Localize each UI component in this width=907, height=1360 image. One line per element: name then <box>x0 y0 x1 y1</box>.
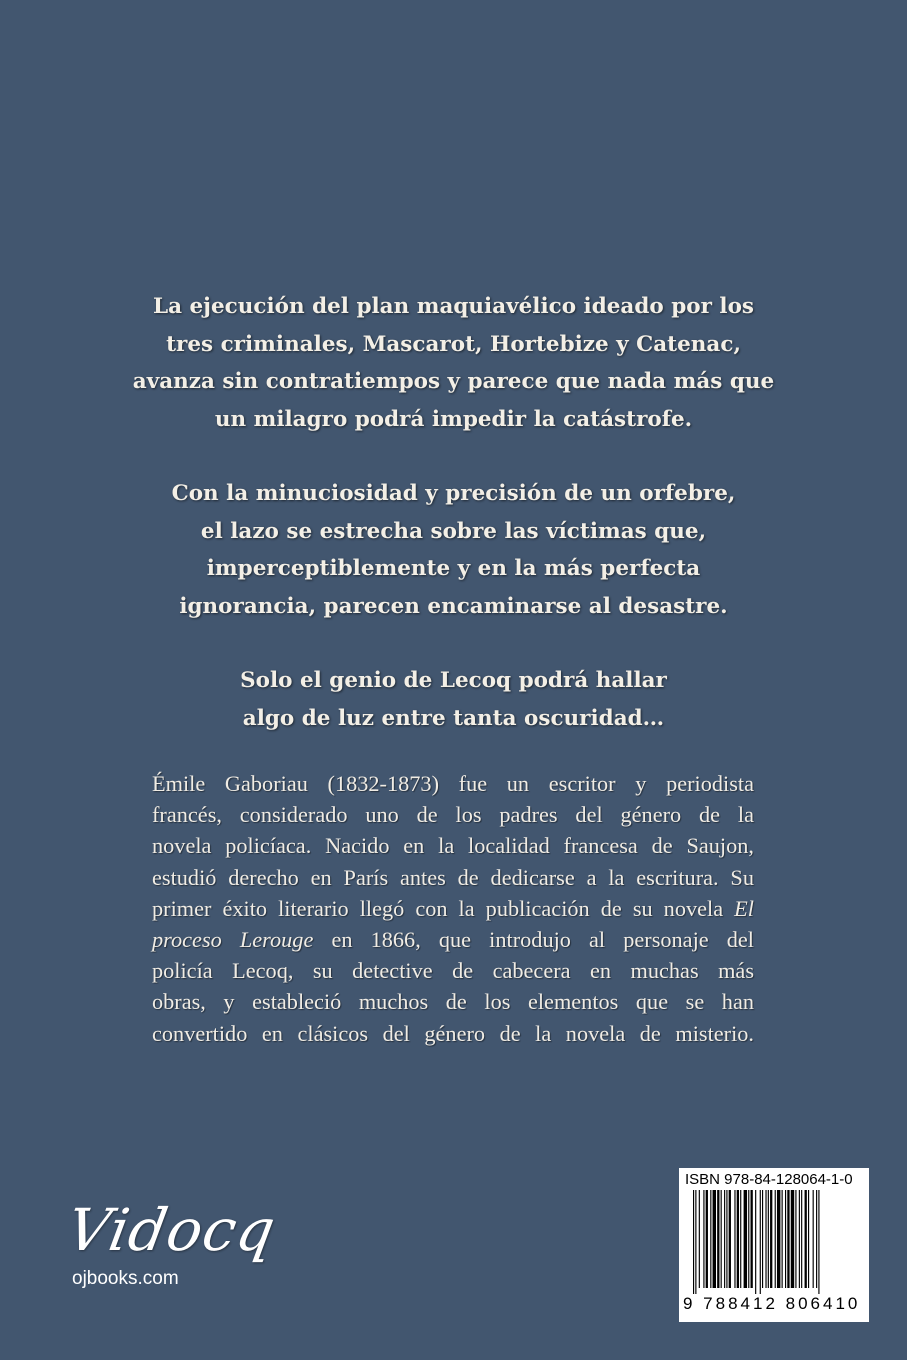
bio-text: en 1866, que introdujo al personaje del <box>331 927 754 953</box>
blurb-line: algo de luz entre tanta oscuridad… <box>242 705 665 731</box>
bio-line: francés, considerado uno de los padres del género de la <box>152 802 754 828</box>
barcode-icon <box>693 1190 857 1294</box>
book-title-italic: proceso Lerouge <box>152 927 314 953</box>
bio-line: Émile Gaboriau (1832-1873) fue un escritor y periodista <box>152 771 754 796</box>
barcode-digits: 9 788412 806410 <box>683 1294 861 1313</box>
author-biography <box>152 768 754 1049</box>
publisher-logo-script: Vidocq <box>62 1196 282 1264</box>
blurb-line: imperceptiblemente y en la más perfecta <box>206 556 701 581</box>
blurb-line: un milagro podrá impedir la catástrofe. <box>214 406 693 432</box>
book-title-italic: El <box>734 895 754 921</box>
blurb-line: ignorancia, parecen encaminarse al desastre. <box>179 593 728 619</box>
blurb-line: el lazo se estrecha sobre las víctimas que, <box>200 518 707 544</box>
publisher-website: ojbooks.com <box>72 1268 179 1289</box>
blurb-line: La ejecución del plan maquiavélico ideado por los <box>152 294 755 319</box>
blurb-paragraph-1 <box>120 288 787 438</box>
blurb-line: Con la minuciosidad y precisión de un orfebre, <box>171 481 736 506</box>
isbn-label: ISBN 978-84-128064-1-0 <box>685 1171 853 1188</box>
blurb-paragraph-3 <box>120 662 787 737</box>
blurb-line: tres criminales, Mascarot, Hortebize y Catenac, <box>166 331 741 357</box>
blurb-line: Solo el genio de Lecoq podrá hallar <box>240 668 667 693</box>
blurb-paragraph-2 <box>120 475 787 625</box>
publisher-logo <box>62 1196 282 1306</box>
bio-line: policía Lecoq, su detective de cabecera en muchas más <box>152 958 754 984</box>
bio-line: estudió derecho en París antes de dedicarse a la escritura. Su <box>152 864 754 890</box>
bio-line: novela policíaca. Nacido en la localidad francesa de Saujon, <box>152 833 754 859</box>
bio-line: convertido en clásicos del género de la novela de misterio. <box>152 1020 754 1046</box>
blurb-line: avanza sin contratiempos y parece que nada más que <box>132 369 775 394</box>
isbn-barcode-box <box>679 1168 869 1322</box>
bio-text: primer éxito literario llegó con la publicación de su novela <box>152 895 724 921</box>
back-cover-blurb <box>120 288 787 737</box>
bio-line: obras, y estableció muchos de los elementos que se han <box>152 989 754 1015</box>
bio-line <box>152 924 754 955</box>
bio-line <box>152 893 754 924</box>
